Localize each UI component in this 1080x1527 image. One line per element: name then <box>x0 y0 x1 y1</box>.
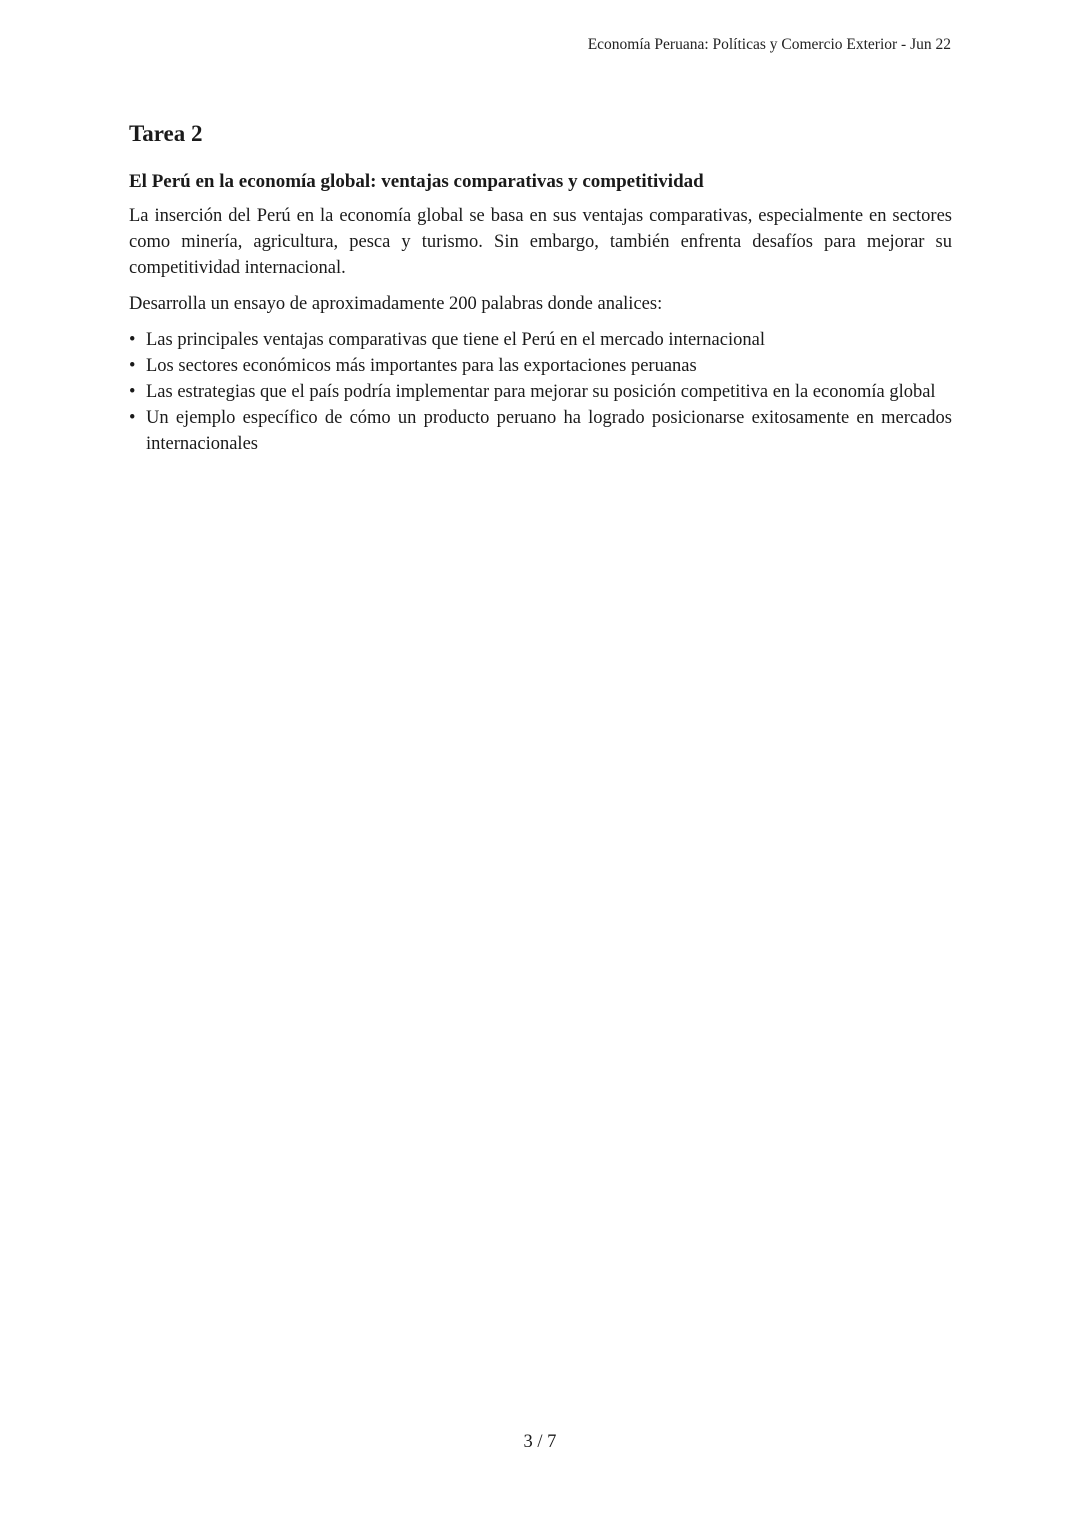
page-content <box>129 120 952 457</box>
list-item-text: Las principales ventajas comparativas que tiene el Perú en el mercado internacional <box>146 330 765 351</box>
requirements-list <box>129 327 952 457</box>
list-item <box>129 405 952 457</box>
list-item <box>129 353 952 379</box>
instruction-paragraph: Desarrolla un ensayo de aproximadamente 200 palabras donde analices: <box>129 294 663 315</box>
page-number: 3 / 7 <box>523 1432 557 1452</box>
list-item <box>129 379 952 405</box>
intro-paragraph: La inserción del Perú en la economía global se basa en sus ventajas comparativas, especialmente en sectores como minería, agricultura, pesca y turismo. Sin embargo, también enfrenta desafíos para mejorar su competitividad internacional. <box>129 206 952 279</box>
list-item-text: Un ejemplo específico de cómo un producto peruano ha logrado posicionarse exitosamente en mercados internacionales <box>146 408 952 455</box>
bullet-icon: • <box>129 356 136 377</box>
section-title: El Perú en la economía global: ventajas comparativas y competitividad <box>129 170 704 192</box>
task-title: Tarea 2 <box>129 121 203 146</box>
bullet-icon: • <box>129 382 136 403</box>
list-item-text: Las estrategias que el país podría implementar para mejorar su posición competitiva en la economía global <box>146 382 936 403</box>
bullet-icon: • <box>129 408 136 429</box>
list-item-text: Los sectores económicos más importantes para las exportaciones peruanas <box>146 356 697 377</box>
running-header: Economía Peruana: Políticas y Comercio Exterior - Jun 22 <box>587 36 951 53</box>
bullet-icon: • <box>129 330 136 351</box>
list-item <box>129 327 952 353</box>
